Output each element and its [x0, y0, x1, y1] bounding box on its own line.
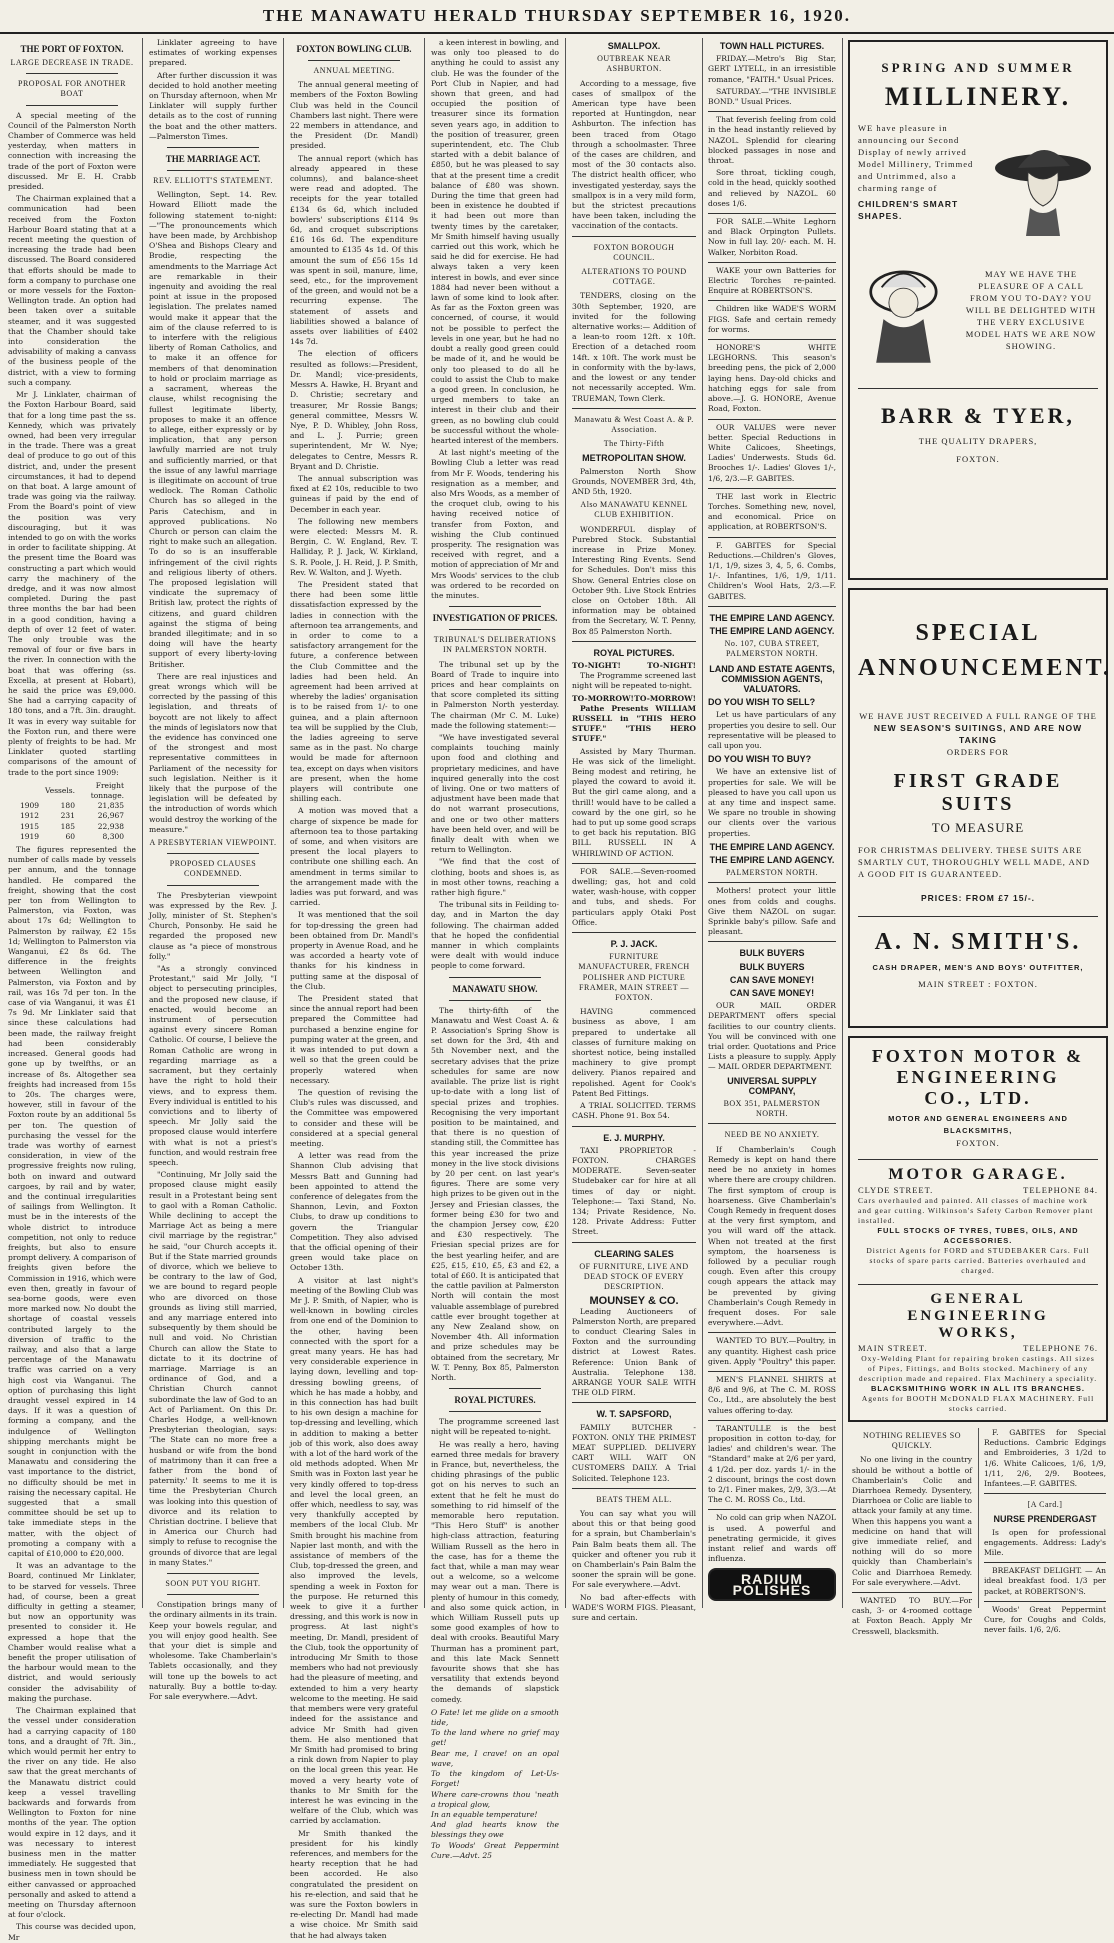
table-cell: 8,300 [102, 831, 125, 841]
paragraph: It was mentioned that the soil for top-dressing the green had been obtained from Dr. Mandl's property in Avenue Road, and he was accorded a hearty vote of thanks for his kindness in putting same at the disposal of the Club. [290, 910, 418, 991]
divider [449, 1388, 541, 1389]
verse-line: To the land where no grief may get! [431, 1728, 559, 1748]
ad-wanted-cottage [852, 1592, 972, 1637]
ad-body: Pathe Presents WILLIAM RUSSELL in "THIS HERO STUFF." "THIS HERO STUFF." [572, 703, 696, 744]
divider [167, 885, 259, 886]
divider [26, 73, 118, 74]
column-rule [283, 38, 284, 1608]
ad-banner-text: TO-NIGHT! [572, 660, 621, 670]
ad-body: TENDERS, closing on the 30th September, 1920, are invited for the following alternative works:— Addition of a lean-to room 12ft. x 10ft. Erection of a detached room 14ft. x 10ft. The work must be in conformity with the by-laws, and the lowest or any tender not necessarily accepted. Wm. TRUEMAN, Town Clerk. [572, 291, 696, 403]
ad-foxton-motor [848, 1036, 1108, 1422]
ad-millinery-copy [858, 122, 982, 244]
ad-body: CHILDREN'S SMART SHAPES. [858, 199, 959, 221]
paragraph: The annual general meeting of members of the Foxton Bowling Club was held in the Council Chambers last night. There were 22 members in attendance, and the President (Dr. Mandl) presided. [290, 80, 418, 151]
divider [449, 1000, 541, 1001]
column-rule [142, 38, 143, 1608]
paragraph: There are real injustices and great wrongs which will be corrected by the passing of this legislation, and threats of boycott are not likely to affect the minds of legislators now that the evidence has convinced one of the strongest and most representative committees in Parliament of the necessity for such legislation. Neither is it likely that the purpose of the legislation will be defeated by the introduction of words which would destroy the working of the measure." [149, 671, 277, 834]
ad-headline: ROYAL PICTURES. [593, 647, 675, 658]
ad-headline: THE EMPIRE LAND AGENCY. [709, 612, 835, 623]
headline-port-foxton: THE PORT OF FOXTON. [20, 44, 124, 54]
divider [449, 1411, 541, 1412]
ad-body: Is open for professional engagements. Address: Lady's Mile. [984, 1527, 1106, 1558]
ad-body: SATURDAY.—"THE INVISIBLE BOND." Usual Prices. [708, 86, 836, 107]
column-rule [978, 1428, 979, 1608]
ad-wanted-poultry [708, 1332, 836, 1367]
subhead: OUTBREAK NEAR ASHBURTON. [597, 54, 671, 74]
ad-mothers-nazol [708, 882, 836, 937]
table-cell: 21,835 [97, 801, 125, 811]
ad-body: HAVING commenced business as above, I am prepared to undertake all classes of furniture making on shortest notice, being installed machinery to give prompt delivery. Pianos repaired and repolished. Agent for Cook's Patent Bed Fittings. [572, 1007, 696, 1098]
ad-body: MAY WE HAVE THE PLEASURE OF A CALL FROM YOU TO-DAY? YOU WILL BE DELIGHTED WITH THE VERY EXCLUSIVE MODEL HATS WE ARE NOW SHOWING. [965, 269, 1097, 351]
verse-line: In an equable temperature! [431, 1809, 538, 1819]
masthead [0, 0, 1114, 34]
table-row [17, 811, 127, 821]
ad-prices: PRICES: FROM £7 15/-. [920, 893, 1036, 903]
ad-headline: CAN SAVE MONEY! [729, 988, 815, 999]
ad-body: F. GABITES for Special Reductions. Cambric Edgings and Embroideries, 3 1/2d to 1/6. White Calicoes, 1/6, 1/9, 1/11, 2/6, 2/9. Bootees, Infantees.—F. GABITES. [984, 1428, 1106, 1489]
ad-body: TAXI PROPRIETOR - FOXTON. CHARGES MODERATE. Seven-seater Studebaker car for hire at all times of day or night. Telephone:— Taxi Stand, No. 134; Private Residence, No. 128. Private Address: Futter Street. [572, 1145, 696, 1237]
column-rule [424, 38, 425, 1608]
headline-royal-pictures: ROYAL PICTURES. [454, 1395, 536, 1406]
verse-line: To the kingdom of Let-Us-Forget! [431, 1769, 559, 1789]
paragraph: The following new members were elected: Messrs M. R. Bergin, C. W. England, Rev. T. Halliday, P. J. Jack, W. Kirkland, S. R. Poole, J. H. Reid, J. P. Smith, Rev. W. Walton, and J. Wyeth. [290, 516, 418, 577]
ad-nazol [708, 111, 836, 209]
ad-address: CLYDE STREET. [858, 1185, 934, 1195]
ad-body: BREAKFAST DELIGHT. — An ideal breakfast food. 1/3 per packet, at ROBERTSON'S. [984, 1566, 1106, 1596]
column-2 [145, 38, 281, 1702]
girl-illustration [858, 250, 958, 370]
ad-body: OUR VALUES were never better. Special Reductions in White Calicoes, Sheetings, Ladies' Underwests. Studs 6d. Brooches 1/-. Ladies' Gloves 1/-, 1/6, 2/3.—F. GABITES. [708, 422, 836, 483]
paragraph: According to a message, five cases of smallpox of the American type have been reported at Huntingdon, near Ashburton. The infection has been traced from Otago through a schoolmaster. Three of the cases are children, and most of the 30 contacts also. The district health officer, who investigated yesterday, says the smallpox is in a very mild form, but the strictest precautions have been taken, including the vaccination of the contacts. [572, 78, 696, 231]
ad-body: Cars overhauled and painted. All classes of machine work and gear cutting. Wilkinson's Safety Carbon Remover plant installed. [858, 1196, 1094, 1225]
ad-heading-2: ANNOUNCEMENT. [858, 655, 1112, 681]
ad-body: Palmerston North Show Grounds, NOVEMBER 3rd, 4th, AND 5th, 1920. [572, 466, 696, 496]
subhead: PROPOSAL FOR ANOTHER BOAT [18, 79, 126, 99]
ad-garage-contact [858, 1184, 1098, 1196]
subhead: LARGE DECREASE IN TRADE. [10, 58, 134, 67]
ad-title: BEATS THEM ALL. [596, 1494, 672, 1504]
ad-address: MAIN STREET. [858, 1343, 928, 1353]
paragraph: "As a strongly convinced Protestant," said Mr Jolly, "I object to persecuting principles, and the proposed new clause, if enacted, would become an instrument of persecution against every sincere Roman Catholic. Of course, I believe the Roman Catholic are wrong in regarding marriage as a sacrament, but they certainly have the right to hold their views, and to express them. Every individual is entitled to his convictions and to liberty of speech. Mr Jolly said the proposed clause would interfere with what is not a priest's function, and would restrain free speech. [149, 964, 277, 1167]
column-6 [704, 38, 840, 1608]
divider [26, 105, 118, 106]
ad-headline: NURSE PRENDERGAST [993, 1514, 1097, 1525]
ad-headline: THE EMPIRE LAND AGENCY. [709, 855, 835, 866]
ad-millinery-heading: SPRING AND SUMMER [881, 60, 1075, 75]
bottom-right-ads [980, 1428, 1110, 1635]
table-cell: 185 [60, 821, 75, 831]
ad-body: OUR MAIL ORDER DEPARTMENT offers special facilities to our country clients. You will be convinced with one trial order. Quotations and Price Lists a pleasure to supply. Apply — MAIL ORDER DEPARTMENT. [708, 1001, 836, 1072]
ad-body: That feverish feeling from cold in the head instantly relieved by NAZOL. Splendid for clearing blocked passages in nose and throat. [708, 115, 836, 166]
ad-millinery-lower [858, 250, 1098, 370]
headline-smallpox: SMALLPOX. [607, 41, 661, 51]
ad-headline: W. T. SAPSFORD, [596, 1409, 672, 1420]
table-cell: 180 [60, 801, 75, 811]
ad-heading: SPECIAL [915, 620, 1041, 646]
ad-body: FOR SALE.—White Leghorn and Black Orpington Pullets. Now in full lay. 20/- each. M. H. Walker, Norbiton Road. [708, 217, 836, 257]
ad-for-sale [572, 863, 696, 928]
ad-telephone: TELEPHONE 84. [1023, 1185, 1098, 1195]
ad-headline: THE EMPIRE LAND AGENCY. [709, 625, 835, 636]
table-cell: 231 [60, 811, 75, 821]
ad-subtitle: ALTERATIONS TO POUND COTTAGE. [581, 267, 687, 287]
ad-banner-text: TO-NIGHT! [647, 660, 696, 670]
column-rule [842, 38, 843, 1608]
paragraph: "Continuing, Mr Jolly said the proposed clause might easily result in a Protestant being sent to gaol with a Roman Catholic. While declining to accept the Marriage Act as being a mere civil marriage by the registrar," he said, "our Church accepts it. But if the State married grounds of divorce, which we believe to be contrary to the law of God, we are bound to regard people who are divorced on those grounds as living still married, and any marriage entered into subsequently by them should be null and void. No Christian Church can allow the State to dictate to it its doctrine of marriage. Marriage is an ordinance of God, and a Christian Church cannot subordinate the law of God to an Act of Parliament. On this Dr. Charles Hodge, a well-known Presbyterian theologian, says: 'The State can no more free a husband or wife from the bond of matrimony than it can free a father from the bond of paternity.' It seems to me it is time the Presbyterian Church was looking into this question of divorce and its relation to Christian doctrine. I believe that in America our Church had simply to refuse to recognise the grounds of divorce that are legal in many States." [149, 1170, 277, 1567]
ad-headline: BULK BUYERS [739, 948, 805, 959]
ad-subtitle: THE QUALITY DRAPERS, [918, 436, 1038, 446]
divider [167, 853, 259, 854]
ad-works-contact [858, 1342, 1098, 1354]
ad-woods-cure [984, 1601, 1106, 1636]
ad-heading-suits: FIRST GRADE SUITS [893, 770, 1063, 815]
table-header [17, 781, 42, 801]
ad-metropolitan-show [572, 408, 696, 637]
table-header: Freight tonnage. [90, 780, 125, 801]
ad-gabites [708, 537, 836, 602]
paragraph: "We have investigated several complaints touching mainly upon food and clothing and proprietary medicines, and have inquired generally into the cost of living. One or two matters of adjustment have been made that do not warrant prosecutions, and one or two other matters have been held over, and will be finally dealt with when we return to Wellington. [431, 733, 559, 855]
ad-body: HONORE'S WHITE LEGHORNS. This season's breeding pens, the pick of 2,000 laying hens. Day-old chicks and hatching eggs for sale from above.—J. G. HONORE, Avenue Road, Foxton. [708, 343, 836, 414]
ad-body: District Agents for FORD and STUDEBAKER Cars. Full stocks of spare parts carried. Batteries overhauled and charged. [866, 1246, 1090, 1275]
ad-body: THE last work in Electric Torches. Something new, novel, and economical. Price on application, at ROBERTSON'S. [708, 491, 836, 532]
column-rule [565, 38, 566, 1608]
ad-torches [708, 488, 836, 533]
ad-town: FOXTON. [956, 454, 1000, 464]
ad-body: TARANTULLE is the best proposition in cotton to-day, for ladies' and children's wear. The "Standard" make at 2/6 per yard, 4 1/2d. per doz. yards 1/- in the 2 discount, brings the cost down to 2/1. Finer makes, 2/9, 3/3.—At The C. M. ROSS Co., Ltd. [708, 1423, 836, 1505]
ad-body: WANTED TO BUY.—Poultry, in any quantity. Highest cash price given. Apply "Poultry" this paper. [708, 1336, 836, 1366]
ad-body: WAKE your own Batteries for Electric Torches re-painted. Enquire at ROBERTSON'S. [708, 265, 836, 296]
paragraph: Mr Smith thanked the president for his kindly references, and members for the hearty reception that he had been accorded. He also congratulated the president on his re-election, and said that he was sure the Foxton bowlers in re-electing Dr. Mandl had made a wise choice. Mr Smith said that he had always taken [290, 1828, 418, 1940]
ad-garage: MOTOR GARAGE. [858, 1159, 1098, 1184]
ad-pj-jack [572, 932, 696, 1121]
divider [449, 977, 541, 978]
paragraph: A special meeting of the Council of the Palmerston North Chamber of Commerce was held yesterday, when matters in connection with increasing the trade of the port of Foxton were discussed. Mr E. H. Crabb presided. [8, 110, 136, 192]
headline-marriage-act: THE MARRIAGE ACT. [165, 154, 261, 165]
divider [167, 1594, 259, 1595]
divider [308, 60, 400, 61]
ad-beats-them-all [572, 1488, 696, 1623]
ad-headline: DO YOU WISH TO SELL? [708, 697, 816, 708]
ad-millinery-heading-2: MILLINERY. [884, 82, 1072, 111]
ad-headline: CAN SAVE MONEY! [729, 974, 815, 985]
ad-body: Sore throat, tickling cough, cold in the head, quickly soothed and relieved by NAZOL. 60 doses 1/6. [708, 168, 836, 208]
paragraph: The Presbyterian viewpoint was expressed by the Rev. J. Jolly, minister of St. Stephen's Church, Ponsonby. He said he regarded the proposed new clause as "a piece of monstrous folly." [149, 890, 277, 961]
ad-body: Agents for BOOTH McDONALD FLAX MACHINERY. Full stocks carried. [861, 1394, 1095, 1413]
ad-title: [A Card.] [1027, 1500, 1063, 1510]
ad-body: Let us have particulars of any properties you desire to sell. Our representative will be pleased to call upon you. [708, 710, 836, 750]
ad-body: Assisted by Mary Thurman. He was sick of the limelight. Being modest and retiring, he played the coward to avoid it. But the girl came along, and a thrill! would have to be called a coward by the one girl, so he had to put up some good scraps to get back his reputation. BIG BILL RUSSELL IN A WHIRLWIND OF ACTION. [572, 746, 696, 858]
column-4 [427, 38, 563, 1860]
paragraph: He was really a hero, having earned three medals for bravery in France, but, nevertheless, the chiding phrasings of the public got on his nerves to such an extent that he felt he must do something to rid himself of the memorable hero reputation. "This Hero Stuff" is another high-class attraction, featuring William Russell as the hero in the case, has for a theme the fact that, while a man may wear out a welcome, so a welcome may wear out a man. There is plenty of humour in this comedy, and also some quick action, in which William Russell puts up some good examples of how to deal with crooks. Beautiful Mary Thurman has a prominent part, and this late Mack Sennett favourite shows that she has versatility that extends beyond the demands of slapstick comedy. [431, 1439, 559, 1704]
ad-banner [572, 661, 696, 671]
ad-body: No cold can grip when NAZOL is used. A powerful and penetrating germicide, it gives instant relief and wards off influenza. [708, 1513, 836, 1564]
ad-ej-murphy [572, 1126, 696, 1238]
divider [449, 629, 541, 630]
ad-millinery [848, 40, 1108, 580]
table-cell: 1912 [19, 811, 40, 821]
ad-body: FAMILY BUTCHER - FOXTON. ONLY THE PRIMEST MEAT SUPPLIED. DELIVERY CART WILL WAIT ON CUSTOMERS DAILY. A Trial Solicited. Telephone 123. [572, 1422, 696, 1483]
ad-headline: P. J. JACK. [610, 939, 658, 950]
paragraph: The Chairman explained that a communication had been received from the Foxton Harbour Board stating that at a recent meeting the question of increasing the trade had been discussed. The Board considered that efforts should be made to form a company to purchase one or more vessels for the Foxton-Wellington trade. An option had been taken over a suitable steamer, and it was suggested that the Chamber should take into consideration the advisability of making a canvass of the business people of the district, with a view to forming such a company. [8, 194, 136, 387]
paragraph: Linklater agreeing to have estimates of working expenses prepared. [149, 38, 277, 68]
paragraph: a keen interest in bowling, and was only too pleased to do anything he could to assist any club. He was the founder of the Port Club in Napier, and had shown that green, and had occupied the position of treasurer since its formation seven years ago, in addition to the position of treasurer, green superintendent, etc. The Club started with a debit balance of £850, but he was pleased to say that at the present time a credit balance of £80 was shown. During the time that green had been in existence he doubted if it had been out more than twenty times by the caretaker, Mr Smith himself having usually carried out this work, which he said he did for exercise. He had always taken a very keen interest in bowls, and ever since 1884 had never been without a lawn of some kind to look after. As far as the Foxton green was concerned, of course, it would not be possible to perfect the levels in one year, but he had no doubt a really good green could be made of it, and he would be only too pleased to do all he could to assist the Club to make a good green. In conclusion, he urged members to take an interest in their club and their green, as no bowling club could be successful without the whole-hearted interest of the members. [431, 38, 559, 445]
ad-title: NEED BE NO ANXIETY. [724, 1130, 820, 1140]
paragraph: "We find that the cost of clothing, boots and shoes is, as in most other towns, reaching a rather high figure." [431, 857, 559, 898]
column-5 [568, 38, 700, 1623]
ad-breakfast [984, 1562, 1106, 1597]
ad-body: A TRIAL SOLICITED. TERMS CASH. Phone 91. Box 54. [572, 1101, 696, 1121]
bottom-left-ads [848, 1428, 976, 1636]
ad-body: No bad after-effects with WADE'S WORM FIGS. Pleasant, sure and certain. [572, 1592, 696, 1623]
ad-subtitle: No. 107, CUBA STREET, PALMERSTON NORTH. [724, 639, 820, 659]
ad-subtitle: BOX 351, PALMERSTON NORTH. [723, 1099, 821, 1119]
ad-body: Woods' Great Peppermint Cure, for Coughs and Colds, never fails. 1/6, 2/6. [984, 1604, 1106, 1635]
paragraph: At last night's meeting of the Bowling Club a letter was read from Mr F. Woods, tendering his resignation as a member, and also Mrs Woods, as a member of the croquet club, owing to his having received notice of transfer from Foxton, and wishing the Club continued prosperity. The resignation was received with regret, and a motion of appreciation of Mr and Mrs Woods' services to the club was ordered to be recorded on the minutes. [431, 448, 559, 600]
ad-radium [708, 1568, 836, 1600]
ad-title: NOTHING RELIEVES SO QUICKLY. [863, 1431, 961, 1451]
paragraph: The Chairman explained that the vessel under consideration had a carrying capacity of 180 tons, and a draught of 7ft. 3in., which would permit her entry to the river on any tide. He also saw that the great merchants of the Manawatu district could keep a vessel travelling backwards and forwards from Wellington to Foxton for nine months of the year. The option would expire in 12 days, and it was necessary to interest business men in the matter immediately. He suggested that business men in town should be either canvassed or approached personally and asked to attend a meeting on Thursday afternoon at four o'clock. [8, 1706, 136, 1920]
ad-body: The Programme screened last night will be repeated to-night. [572, 671, 696, 691]
ad-heading: FOXTON MOTOR & [871, 1046, 1085, 1066]
ad-subtitle: Also MANAWATU KENNEL CLUB EXHIBITION. [580, 500, 688, 520]
ad-body: Leading Auctioneers of Palmerston North, are prepared to conduct Clearing Sales in Foxton and the surrounding district at Lowest Rates. Reference: Union Bank of Australia. Telephone 138. ARRANGE YOUR SALE WITH THE OLD FIRM. [572, 1306, 696, 1398]
ad-title: Manawatu & West Coast A. & P. Association. [574, 414, 694, 434]
paragraph: The thirty-fifth of the Manawatu and West Coast A. & P. Association's Spring Show is set down for the 3rd, 4th and 5th November next, and the secretary advises that the prize schedules for same are now available. The prize list is right up-to-date with a long list of special prizes and trophies. Recognising the very important position to be maintained, and that there is no question of standing still, the Committee has this year increased the prize money in the live stock divisions by 20 per cent. on last year's figures. There are some very high prizes to be given out in the Jersey and Friesian classes, the former being £30 for two and the champion Jersey cow, £20 and £30 respectively. The Friesian special prizes are for the best yearling heifer, and are £25, £15, £10, £5, £3 and £2, a total of £60. It is anticipated that the cattle pavilion at Palmerston North will contain the most valuable assemblage of purebred cattle ever brought together at any New Zealand show, on November 4th. All information and prize schedules may be obtained from the secretary, Mr W. T. Penny, Box 85, Palmerston North. [431, 1005, 559, 1382]
paragraph: The figures represented the number of calls made by vessels per annum, and the tonnage handled. He compared the freight, showing that the cost per ton from Wellington to Palmerston, via Foxton, was about 17s 6d; Wellington to Palmerston by railway, £2 15s 1d; Wellington to Palmerston via Wanganui, £2 8s 6d. The difference in the freights between Wellington and Palmerston, via Foxton and by rail, was 16s 7d per ton. In the case of via Wanganui, it was £1 7s 9d. Mr Linklater said that since these calculations had been made, the railway freight had been considerably increased. General goods had gone up by twelfths, or an increase of 8s. Altogether sea freights had increased from 15s to 20s. The charges were, however, still in favour of the Foxton route by an additional 5s per ton. The question of purchasing the vessel for the trade was worthy of earnest consideration, in view of the progressive freights now ruling, both on inward and outward cargoes, by rail and by water, and the continual irregularities of sailings from Wellington. It must be in the interests of the whole district to introduce competition, not only to reduce freights, but also to ensure prompt delivery. A comparison of freights given before the Commission in 1916, which were even then, greatly in favour of sea-borne goods, were even more marked now. No doubt the shortage of coastal vessels contributed largely to the diversion of traffic to the railway, and also that a large percentage of the Manawatu traffic was carried on a very high cost via Wanganui. The option of purchasing this light draught vessel expired in 14 days. If it was a question of forming a company, and the indulgence of Wellington shipping merchants might be sought in conjunction with the Manawatu and considering the vast importance to the district, no difficulty should be met in raising the necessary capital. He suggested that a small committee should be set up to take immediate steps in the matter, with the object of promoting a company with a capital of £10,000 to £20,000. [8, 845, 136, 1559]
ad-body: Children like WADE'S WORM FIGS. Safe and certain remedy for worms. [708, 304, 836, 334]
ad-title: FOXTON BOROUGH COUNCIL. [593, 242, 675, 262]
paragraph: The annual subscription was fixed at £2 10s, reducible to two guineas if paid by the end of December in each year. [290, 473, 418, 514]
divider [167, 147, 259, 148]
paragraph: It was an advantage to the Board, continued Mr Linklater, to be starved for vessels. Three had, of course, been a great difficulty in getting a steamer, but now an opportunity was presented to consider it. He expressed a hope that the Chamber would realise what a benefit the proper utilisation of the harbour would mean to the district, and would seriously consider the advisability of making the purchase. [8, 1561, 136, 1703]
ad-body: WONDERFUL display of Purebred Stock. Substantial increase in Prize Money. Interesting Ring Events. Send for Schedules. Don't miss this Show. General Entries close on October 9th. Live Stock Entries close on October 18th. All information may be obtained from the Secretary, W. T. Penny, Box 85 Palmerston North. [572, 524, 696, 636]
table-row [17, 801, 127, 811]
table-cell: 60 [65, 831, 75, 841]
subhead: ANNUAL MEETING. [313, 66, 395, 75]
verse [431, 1708, 559, 1861]
ad-body: ORDERS FOR [946, 747, 1010, 757]
paragraph: The President stated that since the annual report had been prepared the Committee had purchased a benzine engine for pumping water at the green, and it was intended to put down a well so that the green could be properly watered when necessary. [290, 994, 418, 1085]
ad-subtitle: PALMERSTON NORTH. [725, 868, 819, 878]
paragraph: A letter was read from the Shannon Club advising that Messrs Batt and Gunning had been appointed to attend the conference of delegates from the Shannon, Levin, and Foxton Clubs, to draw up conditions to govern the Triangular Competition. They also advised that the official opening of their green would take place on October 13th. [290, 1151, 418, 1273]
table-cell: 26,967 [97, 811, 125, 821]
ad-body: We have an extensive list of properties for sale. We will be pleased to have you call upon us at any time and inspect same. We spare no trouble in showing our clients over the various properties. [708, 767, 836, 838]
ad-headline: DO YOU WISH TO BUY? [708, 754, 812, 765]
ad-subtitle: TO MEASURE [931, 820, 1025, 835]
headline-investigation-prices: INVESTIGATION OF PRICES. [432, 613, 558, 624]
ad-universal-supply [708, 941, 836, 1119]
ad-banner-text: TO-MORROW! [572, 693, 634, 703]
ad-headline: E. J. MURPHY. [603, 1132, 665, 1143]
subhead: TRIBUNAL'S DELIBERATIONS IN PALMERSTON NORTH. [433, 635, 557, 655]
ad-firm-name: MOUNSEY & CO. [589, 1295, 679, 1308]
ad-headline: METROPOLITAN SHOW. [582, 453, 686, 464]
table-row [17, 832, 127, 842]
table-cell: 1909 [19, 801, 40, 811]
ad-body: WE HAVE JUST RECEIVED A FULL RANGE OF THE [859, 711, 1097, 721]
ad-town: FOXTON. [956, 1138, 1000, 1148]
paragraph: Mr J. Linklater, chairman of the Foxton Harbour Board, said that for a long time past the ss. Kennedy, which was privately owned, had been very irregular in the trade. There was a great deal of produce to go out of this district, and, under the present circumstances, it had to depend on that boat. A large amount of trade was going via the railway. From the Board's point of view the position was very discouraging, but it was intended to go on with the works in order to facilitate shipping. At the present time the Board was constructing a part which would carry the machinery of the dredge, and it was now almost completed. During the past three months the bar had been in a good condition, having a depth of over 12 feet of water. The only trouble was the removal of four or five bars in the river. In connection with the boat that was offering (ss. Excella, at present at Hobart), he said the price was £9,000. She had a carrying capacity of 180 tons, and a 7ft. 3in. draught. It was in every way suitable for the Foxton run, and there were plenty of freights to be had. Mr Linklater quoted startling comparisons of the amount of trade to the port since 1909: [8, 390, 136, 777]
column-3 [286, 38, 422, 1940]
subhead: SOON PUT YOU RIGHT. [165, 1579, 261, 1589]
subhead: REV. ELLIOTT'S STATEMENT. [153, 176, 273, 186]
divider [167, 170, 259, 171]
subhead: PROPOSED CLAUSES CONDEMNED. [169, 859, 257, 879]
table-row [17, 822, 127, 832]
ad-body: MEN'S FLANNEL SHIRTS at 8/6 and 9/6, at The C. M. ROSS Co., Ltd., are absolutely the best values offering to-day. [708, 1374, 836, 1415]
paragraph: The annual report (which has already appeared in these columns), and balance-sheet were read and adopted. The receipts for the year totalled £134 6s 6d, which included bowlers' subscriptions £114 9s 6d, and croquet subscriptions £16 16s 6d. The expenditure amounted to £135 4s 1d. Of this amount the sum of £56 15s 1d was spent in soil, manure, lime, seed, etc., for the improvement of the green, and would not be a recurring expense. The statement of assets and liabilities showed a balance of assets over liabilities of £402 14s 7d. [290, 153, 418, 347]
table-header: Vessels. [45, 785, 75, 795]
ad-leghorns [708, 213, 836, 258]
ad-nazol-germicide [708, 1509, 836, 1564]
table-cell: 1915 [19, 821, 40, 831]
ad-firm-name: A. N. SMITH'S. [874, 929, 1082, 955]
verse-line: To Woods' Great Peppermint Cure.—Advt. 25 [431, 1840, 559, 1860]
table-cell: 22,938 [97, 821, 125, 831]
divider [449, 606, 541, 607]
ad-subtitle: OF FURNITURE, LIVE AND DEAD STOCK OF EVERY DESCRIPTION. [579, 1261, 689, 1292]
paragraph: The programme screened last night will be repeated to-night. [431, 1417, 559, 1437]
paragraph: After further discussion it was decided to hold another meeting on Thursday afternoon, when Mr Linklater will supply further details as to the cost of running the boat and the other matters.—Palmerston Times. [149, 70, 277, 141]
paragraph: The tribunal sits in Feilding to-day, and in Marton the day following. The chairman added that he hoped the confidential manner in which complaints were dealt with would induce people to come forward. [431, 900, 559, 971]
ad-subtitle: The Thirty-Fifth [603, 439, 665, 449]
table-header-row [17, 781, 127, 801]
masthead-title: THE MANAWATU HERALD THURSDAY SEPTEMBER 16, 1920. [262, 6, 852, 25]
ad-body: FRIDAY.—Metro's Big Star, GERT LYTELL, in an irresistible romance, "FAITH." Usual Prices. [708, 54, 836, 84]
ad-town: MAIN STREET : FOXTON. [918, 979, 1038, 989]
ad-body: F. GABITES for Special Reductions.—Children's Gloves, 1/1, 1/9, sizes 3, 4, 5, 6. Combs, 1/-. Infantines, 1/6, 1/9, 1/11. Children's Wool Hats, 2/3.—F. GABITES. [708, 540, 836, 601]
ad-empire-land [708, 606, 836, 879]
headline-manawatu-show: MANAWATU SHOW. [452, 983, 538, 994]
subhead: A PRESBYTERIAN VIEWPOINT. [149, 838, 277, 848]
hat-illustration [988, 128, 1098, 238]
ad-barr-tyer [858, 388, 1098, 465]
paragraph: The President stated that there had been some little dissatisfaction expressed by the ladies in connection with the afternoon tea arrangements, and in order to come to a satisfactory arrangement for the future, a conference between the Club Committee and the ladies had been held. An agreement had been arrived at whereby the ladies' organisation is to be raised from 1/- to one guinea, and a plain afternoon tea will be supplied by the Club, the ladies agreeing to serve same as in the past. No charge would be made for afternoon tea, except on days when visitors are present, when the home players will contribute one shilling each. [290, 579, 418, 804]
column-rule [702, 38, 703, 1608]
ad-body: Mothers! protect your little ones from colds and coughs. Give them NAZOL on sugar. Sprinkle baby's pillow. Safe and pleasant. [708, 886, 836, 937]
paragraph: The question of revising the Club's rules was discussed, and the Committee was empowered to consider and these will be considered at a special general meeting. [290, 1087, 418, 1148]
verse-line: And glad hearts know the blessings they owe [431, 1820, 559, 1840]
ad-general-engineering: GENERAL ENGINEERING [858, 1284, 1098, 1325]
paragraph: The election of officers resulted as follows:—President, Dr. Mandl; vice-presidents, Messrs A. Hawke, H. Bryant and D. Christie; secretary and treasurer, Mr Rossie Bangs; general committee, Messrs W. Nye, P. D. Whibley, John Ross, and L. J. Purrie; green superintendent, Mr W. Nye; delegates to Centre, Messrs R. Bryant and D. Christie. [290, 349, 418, 471]
vessels-table [17, 781, 127, 842]
paragraph: A visitor at last night's meeting of the Bowling Club was Mr J. P. Smith, of Napier, who is well-known in bowling circles from one end of the Dominion to the other, having been connected with the sport for a great many years. He has had very considerable experience in laying down, levelling and top-dressing bowling greens, of which he has made a hobby, and in this connection has had built to his own design a machine for top-dressing and levelling, which in addition to making a better job of this work, also does away with a lot of the hard work of the old methods adopted. When Mr Smith was in Foxton last year he very kindly offered to top-dress and level the local green, an offer which, needless to say, was very thankfully accepted by members of the local Club. Mr Smith brought his machine from Napier last month, and with the assistance of members of the Club, top-dressed the green, and also improved the levels, spending a week in Foxton for the purpose. He returned this week to give it a further dressing, and this work is now in progress. At last night's meeting, Dr. Mandl, president of the Club, took the opportunity of introducing Mr Smith to those members who had not previously had the pleasure of meeting, and extended to him a very hearty welcome to the meeting. He said that members were very grateful indeed for the assistance and advice Mr Smith had given them. He also mentioned that Mr Smith had promised to bring a rink down from Napier to play on the local green this year. He moved a very hearty vote of thanks to Mr Smith for the interest he was evincing in the welfare of the Club, which was carried by acclamation. [290, 1275, 418, 1826]
radium-logo: RADIUM POLISHES [708, 1568, 836, 1600]
headline-bowling-club: FOXTON BOWLING CLUB. [296, 44, 412, 54]
ad-heading-2: ENGINEERING [896, 1067, 1060, 1087]
ad-body: Oxy-Welding Plant for repairing broken castings. All sizes of Pipes, Fittings, and Bolts stocked. Machinery of any description made and repaired. Flax Machinery a speciality. [858, 1354, 1098, 1383]
paragraph: Constipation brings many of the ordinary ailments in its train. Keep your bowels regular, and you will enjoy good health. See that your diet is simple and wholesome. Take Chamberlain's Tablets occasionally, and they will tone up the bowels to act naturally. Buy a bottle to-day. For sale everywhere.—Advt. [149, 1600, 277, 1702]
ad-special-announcement [848, 588, 1112, 1028]
ad-flannel-shirts [708, 1371, 836, 1416]
ad-borough-council [572, 236, 696, 404]
ad-body: FULL STOCKS OF TYRES, TUBES, OILS, AND ACCESSORIES. [877, 1226, 1079, 1245]
ad-body: BLACKSMITHING WORK IN ALL ITS BRANCHES. [871, 1384, 1085, 1393]
ad-body: FOR SALE.—Seven-roomed dwelling; gas, hot and cold water, wash-house, with copper and tubs, and sheds. For particulars apply Otaki Post Office. [572, 866, 696, 927]
paragraph: This course was decided upon, Mr [8, 1922, 136, 1942]
ad-telephone: TELEPHONE 76. [1023, 1343, 1098, 1353]
ad-worm-figs [708, 300, 836, 335]
ad-body: If Chamberlain's Cough Remedy is kept on hand there need be no anxiety in homes where there are croupy children. The first symptom of croup is hoarseness. Give Chamberlain's Cough Remedy in frequent doses at the very first symptom, and you will ward off the attack. When not treated at the first symptom, the hoarseness is followed by a peculiar rough cough. Even after this croupy cough appears the attack may be prevented by giving Chamberlain's Cough Remedy in frequent doses. For sale everywhere.—Advt. [708, 1144, 836, 1328]
ad-works: WORKS, [938, 1325, 1018, 1341]
ad-firm-name: BARR & TYER, [881, 403, 1075, 428]
ad-batteries [708, 262, 836, 297]
ad-nurse [984, 1493, 1106, 1558]
paragraph: Wellington, Sept. 14. Rev. Howard Elliott made the following statement to-night:—"The pronouncements which have been made, by Archbishop O'Shea and Bishops Cleary and Brodie, respecting the amendments to the Marriage Act are remarkable in their ingenuity and avoiding the real point at issue in the proposed legislation. The prelates named would make it appear that the aim of the clause referred to is to interfere with the religious liberty of Roman Catholics, and to make it an offence for members of that denomination to hold or proclaim marriage as a sacrament, whereas the clause, whilst recognising the fullest legitimate liberty, proposes to make it an offence to allege, either expressly or by implication, that any person lawfully married are not truly and sufficiently married, or that the issue of any lawful marriage is illegitimate on account of true wedlock. The Roman Catholic Church has so alleged in the Paris Catechism, and in approved publications. No Church or person can claim the right to make such an allegation. To do so is an insufferable infringement of the civil rights and religious liberty of others. The proposed legislation will vindicate the supremacy of British law, protect the rights of citizens, and guard children against the stigma of being branded illegitimate; and in so doing will have the hearty support of every liberty-loving Britisher. [149, 190, 277, 669]
ad-town-hall-title: TOWN HALL PICTURES. [719, 41, 825, 51]
ad-body: FOR CHRISTMAS DELIVERY. THESE SUITS ARE SMARTLY CUT, THOROUGHLY WELL MADE, AND A GOOD FIT IS GUARANTEED. [858, 845, 1090, 879]
paragraph: A motion was moved that a charge of sixpence be made for afternoon tea to those partaking of some, and when visitors are present the local players to contribute one shilling each. An amendment in terms similar to the arrangement made with the ladies was put forward, and was carried. [290, 806, 418, 908]
ad-headline: UNIVERSAL SUPPLY COMPANY, [727, 1075, 817, 1096]
ad-banner [572, 694, 696, 704]
ad-body: No one living in the country should be without a bottle of Chamberlain's Colic and Diarrhoea Remedy. Dysentery, Diarrhoea or Colic are liable to attack your family at any time. When this happens you want a medicine on hand that will give immediate relief, and nothing will do so more quickly than Chamberlain's Colic and Diarrhoea Remedy. For sale everywhere.—Advt. [852, 1455, 972, 1587]
ad-headline: LAND AND ESTATE AGENTS, COMMISSION AGENTS, VALUATORS. [709, 663, 835, 694]
ad-subtitle: MOTOR AND GENERAL ENGINEERS AND BLACKSMITHS, [888, 1114, 1068, 1135]
ad-sapsford [572, 1402, 696, 1483]
verse-line: Where care-crowns thou 'neath a tropical glow, [431, 1789, 559, 1809]
paragraph: The tribunal set up by the Board of Trade to inquire into prices and hear complaints on that score completed its sitting in Palmerston North yesterday. The chairman (Mr C. M. Luke) made the following statement:— [431, 659, 559, 730]
ad-banner-text: TO-MORROW! [634, 693, 696, 703]
ad-tarantulle [708, 1420, 836, 1506]
ad-heading-3: CO., LTD. [924, 1088, 1032, 1108]
divider [167, 1573, 259, 1574]
ad-headline: THE EMPIRE LAND AGENCY. [709, 841, 835, 852]
table-cell: 1919 [19, 831, 40, 841]
ad-royal-pictures [572, 641, 696, 859]
ad-honore [708, 339, 836, 414]
ad-values [708, 419, 836, 484]
ad-an-smith [858, 916, 1098, 990]
ad-subtitle: FURNITURE MANUFACTURER, FRENCH POLISHER AND PICTURE FRAMER, MAIN STREET — FOXTON. [578, 952, 690, 1003]
verse-line: Bear me, I crave! on an opal wave, [431, 1748, 559, 1768]
ad-cough-remedy [708, 1123, 836, 1328]
verse-line: O Fate! let me glide on a smooth tide, [431, 1707, 559, 1728]
ad-clearing-sales [572, 1242, 696, 1399]
column-1 [4, 38, 140, 1942]
ad-subtitle: CASH DRAPER, MEN'S AND BOYS' OUTFITTER, [872, 963, 1084, 972]
ad-body: You can say what you will about this or that being good for a sprain, but Chamberlain's Pain Balm beats them all. The quicker and oftener you rub it on Chamberlain's Pain Balm the sooner the sprain will be gone. For sale everywhere.—Advt. [572, 1509, 696, 1590]
ad-body: NEW SEASON'S SUITINGS, AND ARE NOW TAKING [873, 723, 1083, 745]
ad-body: WANTED TO BUY.—For cash, 3- or 4-roomed cottage at Foxton Beach. Apply Mr Cresswell, blacksmith. [852, 1596, 972, 1636]
ad-headline: CLEARING SALES [594, 1248, 674, 1259]
ad-headline: BULK BUYERS [739, 961, 805, 972]
ad-millinery-upper [858, 122, 1098, 244]
ad-body: WE have pleasure in announcing our Second Display of newly arrived Model Millinery, Trimmed and Untrimmed, also a charming range of [858, 123, 974, 193]
